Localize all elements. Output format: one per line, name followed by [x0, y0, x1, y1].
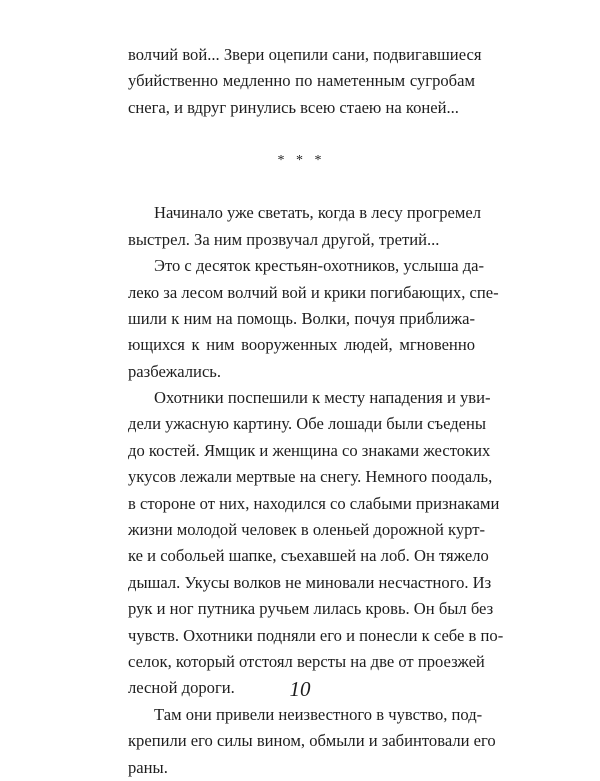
text-line: выстрел. За ним прозвучал другой, третий... [128, 229, 440, 249]
text-line: жизни молодой человек в оленьей дорожной курт- [128, 520, 485, 540]
text-line: ющихся к ним вооруженных людей, мгновенно [128, 335, 475, 355]
text-line: до костей. Ямщик и женщина со знаками жестоких [128, 440, 491, 460]
paragraph [128, 253, 499, 385]
text-line: Начинало уже светать, когда в лесу прогремел [154, 203, 482, 223]
text-line: убийственно медленно по наметенным сугробам [128, 71, 475, 91]
text-line: волчий вой... Звери оцепили сани, подвигавшиеся [128, 45, 482, 64]
body-text [128, 42, 504, 781]
text-line: в стороне от них, находился со слабыми признаками [128, 493, 500, 513]
text-line: крепили его силы вином, обмыли и забинтовали его [128, 731, 496, 751]
text-line: разбежались. [128, 361, 222, 381]
text-line: дышал. Укусы волков не миновали несчастного. Из [128, 572, 492, 592]
paragraph [128, 385, 504, 702]
paragraph [128, 200, 482, 253]
text-line: раны. [128, 757, 168, 777]
text-line: снега, и вдруг ринулись всею стаею на коней... [128, 97, 459, 117]
text-line: чувств. Охотники подняли его и понесли к себе в по- [128, 625, 504, 645]
text-line: селок, который отстоял версты на две от проезжей [128, 651, 485, 671]
paragraph [128, 702, 496, 781]
page-number: 10 [289, 677, 311, 701]
text-line: леко за лесом волчий вой и крики погибающих, спе- [128, 282, 499, 302]
paragraph-continued [128, 42, 482, 121]
text-line: шили к ним на помощь. Волки, почуя приближа- [128, 308, 475, 328]
text-line: дели ужасную картину. Обе лошади были съедены [128, 414, 487, 434]
text-line: Это с десяток крестьян-охотников, услыша да- [154, 256, 485, 276]
text-line: Охотники поспешили к месту нападения и уви- [154, 388, 491, 408]
section-separator: * * * [277, 152, 326, 168]
text-line: лесной дороги. [128, 678, 235, 698]
text-line: рук и ног путника ручьем лилась кровь. Он был без [128, 599, 494, 619]
text-line: ке и собольей шапке, съехавшей на лоб. Он тяжело [128, 546, 489, 566]
text-line: Там они привели неизвестного в чувство, под- [154, 704, 483, 724]
text-line: укусов лежали мертвые на снегу. Немного поодаль, [128, 467, 493, 487]
